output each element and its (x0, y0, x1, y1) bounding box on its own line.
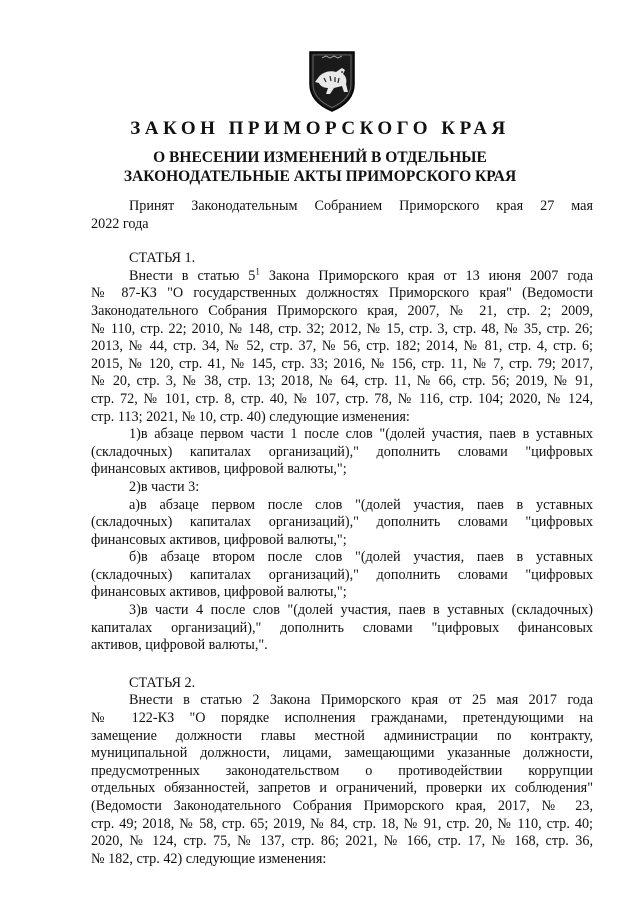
article-2-line: замещение должности главы местной администрации по контракту, (91, 727, 593, 744)
article-2-line: № 122-КЗ "О порядке исполнения гражданами, претендующими на (91, 710, 593, 727)
item-2a-line: а)в абзаце первом после слов "(долей участия, паев в уставных (129, 496, 593, 513)
adoption-line-cont: 2022 года (91, 215, 149, 232)
article-1-line: № 87-КЗ "О государственных должностях Приморского края" (Ведомости (91, 285, 593, 302)
item-2b-line: финансовых активов, цифровой валюты,"; (91, 584, 347, 601)
coat-of-arms-emblem (304, 48, 360, 114)
article-2-line: № 182, стр. 42) следующие изменения: (91, 850, 327, 867)
article-1-line: № 110, стр. 22; 2010, № 148, стр. 32; 2012, № 15, стр. 3, стр. 48, № 35, стр. 26; (91, 320, 593, 337)
article-1-line: стр. 72, № 101, стр. 8, стр. 40, № 107, стр. 78, № 116, стр. 104; 2020, № 124, (91, 390, 593, 407)
article-2-line: стр. 49; 2018, № 58, стр. 65; 2019, № 84, стр. 18, № 91, стр. 20, № 110, стр. 40; (91, 815, 593, 832)
article-2-heading: СТАТЬЯ 2. (129, 674, 196, 691)
item-1-line: (складочных) капиталах организаций)," дополнить словами "цифровых (91, 443, 593, 460)
article-1-line: 2013, № 44, стр. 34, № 52, стр. 37, № 56, стр. 182; 2014, № 81, стр. 4, стр. 6; (91, 338, 593, 355)
article-1-intro-pre: Внести в статью 5 (129, 267, 256, 284)
article-1-intro-sup: 1 (255, 266, 260, 277)
subtitle-line-2: ЗАКОНОДАТЕЛЬНЫЕ АКТЫ ПРИМОРСКОГО КРАЯ (123, 168, 517, 185)
article-2-line: предусмотренных законодательством о противодействии коррупции (91, 762, 593, 779)
article-1-line: Законодательного Собрания Приморского края, 2007, № 21, стр. 2; 2009, (91, 302, 593, 319)
item-3-line: капиталах организаций)," дополнить словами "цифровых финансовых (91, 619, 593, 636)
item-1-line: 1)в абзаце первом части 1 после слов "(долей участия, паев в уставных (129, 426, 593, 443)
item-2a-line: (складочных) капиталах организаций)," дополнить словами "цифровых (91, 514, 593, 531)
law-subtitle (60, 148, 580, 186)
item-3-line: 3)в части 4 после слов "(долей участия, паев в уставных (складочных) (129, 602, 593, 619)
item-2a-line: финансовых активов, цифровой валюты,"; (91, 531, 347, 548)
article-2-line: 2020, № 124, стр. 75, № 137, стр. 86; 2021, № 166, стр. 17, № 168, стр. 36, (91, 833, 593, 850)
article-1-line: стр. 113; 2021, № 10, стр. 40) следующие изменения: (91, 408, 410, 425)
item-2b-line: б)в абзаце втором после слов "(долей участия, паев в уставных (129, 549, 593, 566)
article-2-line: (Ведомости Законодательного Собрания Приморского края, 2017, № 23, (91, 798, 593, 814)
item-2b-line: (складочных) капиталах организаций)," дополнить словами "цифровых (91, 566, 593, 583)
article-1-intro (91, 268, 593, 286)
article-2-line: Внести в статью 2 Закона Приморского края от 25 мая 2017 года (129, 692, 593, 709)
article-1-line: № 20, стр. 3, № 38, стр. 13; 2018, № 64, стр. 11, № 66, стр. 56; 2019, № 91, (91, 373, 593, 390)
item-3-line: активов, цифровой валюты,". (91, 637, 268, 654)
subtitle-line-1: О ВНЕСЕНИИ ИЗМЕНЕНИЙ В ОТДЕЛЬНЫЕ (153, 149, 487, 166)
law-title: ЗАКОН ПРИМОРСКОГО КРАЯ (130, 118, 510, 139)
article-1-intro-post: Закона Приморского края от 13 июня 2007 года (259, 267, 593, 284)
document-body (91, 198, 593, 868)
article-1-line: 2015, № 120, стр. 41, № 145, стр. 33; 2016, № 156, стр. 11, № 7, стр. 79; 2017, (91, 355, 593, 372)
adoption-line: Принят Законодательным Собранием Приморского края 27 мая (129, 198, 593, 214)
article-2-line: отдельных обязанностей, запретов и ограничений, проверки их соблюдения" (91, 780, 593, 797)
article-1-heading: СТАТЬЯ 1. (129, 250, 196, 267)
article-2-line: муниципальной должности, лицами, замещающими указанные должности, (91, 745, 593, 762)
item-2-heading: 2)в части 3: (129, 478, 200, 495)
item-1-line: финансовых активов, цифровой валюты,"; (91, 461, 347, 478)
